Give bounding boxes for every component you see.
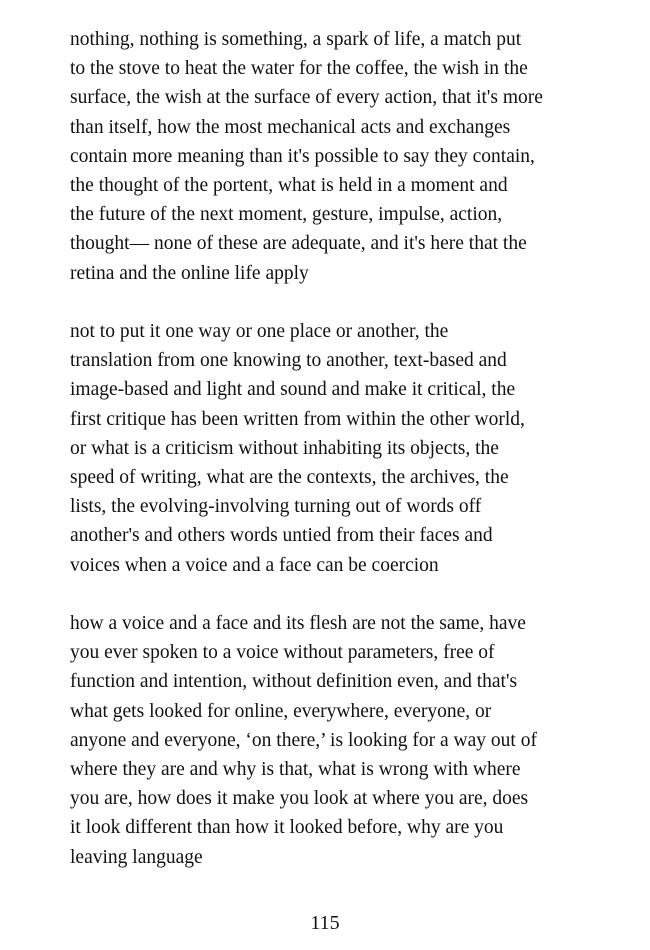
- text-line: the thought of the portent, what is held in a moment and: [70, 175, 508, 197]
- paragraph-3: [70, 609, 590, 872]
- text-line: thought— none of these are adequate, and it's here that the: [70, 233, 527, 255]
- page-number: 115: [310, 912, 340, 934]
- text-line: than itself, how the most mechanical acts and exchanges: [70, 116, 511, 138]
- paragraph-1: [70, 25, 590, 288]
- text-line: retina and the online life apply: [70, 262, 309, 284]
- text-line: voices when a voice and a face can be coercion: [70, 554, 439, 576]
- text-line: not to put it one way or one place or another, the: [70, 321, 449, 343]
- text-line: anyone and everyone, ‘on there,’ is looking for a way out of: [70, 729, 537, 751]
- text-line: contain more meaning than it's possible to say they contain,: [70, 145, 535, 167]
- text-line: nothing, nothing is something, a spark of life, a match put: [70, 29, 522, 50]
- paragraph-2: [70, 317, 590, 580]
- text-line: how a voice and a face and its flesh are not the same, have: [70, 613, 526, 635]
- text-line: surface, the wish at the surface of every action, that it's more: [70, 87, 543, 109]
- text-line: function and intention, without definition even, and that's: [70, 671, 518, 693]
- text-line: where they are and why is that, what is wrong with where: [70, 759, 521, 781]
- text-line: what gets looked for online, everywhere, everyone, or: [70, 700, 492, 722]
- text-line: first critique has been written from within the other world,: [70, 408, 525, 430]
- text-line: you are, how does it make you look at where you are, does: [70, 788, 529, 810]
- text-line: you ever spoken to a voice without parameters, free of: [70, 642, 495, 664]
- text-line: the future of the next moment, gesture, impulse, action,: [70, 204, 503, 226]
- text-line: speed of writing, what are the contexts, the archives, the: [70, 467, 509, 489]
- text-line: translation from one knowing to another, text-based and: [70, 350, 507, 372]
- text-line: lists, the evolving-involving turning out of words off: [70, 496, 482, 518]
- text-line: it look different than how it looked before, why are you: [70, 817, 504, 839]
- text-line: image-based and light and sound and make it critical, the: [70, 379, 516, 401]
- text-line: to the stove to heat the water for the coffee, the wish in the: [70, 58, 528, 80]
- text-line: leaving language: [70, 846, 203, 868]
- text-line: or what is a criticism without inhabiting its objects, the: [70, 437, 499, 459]
- page-body: [70, 25, 590, 901]
- text-line: another's and others words untied from their faces and: [70, 525, 493, 547]
